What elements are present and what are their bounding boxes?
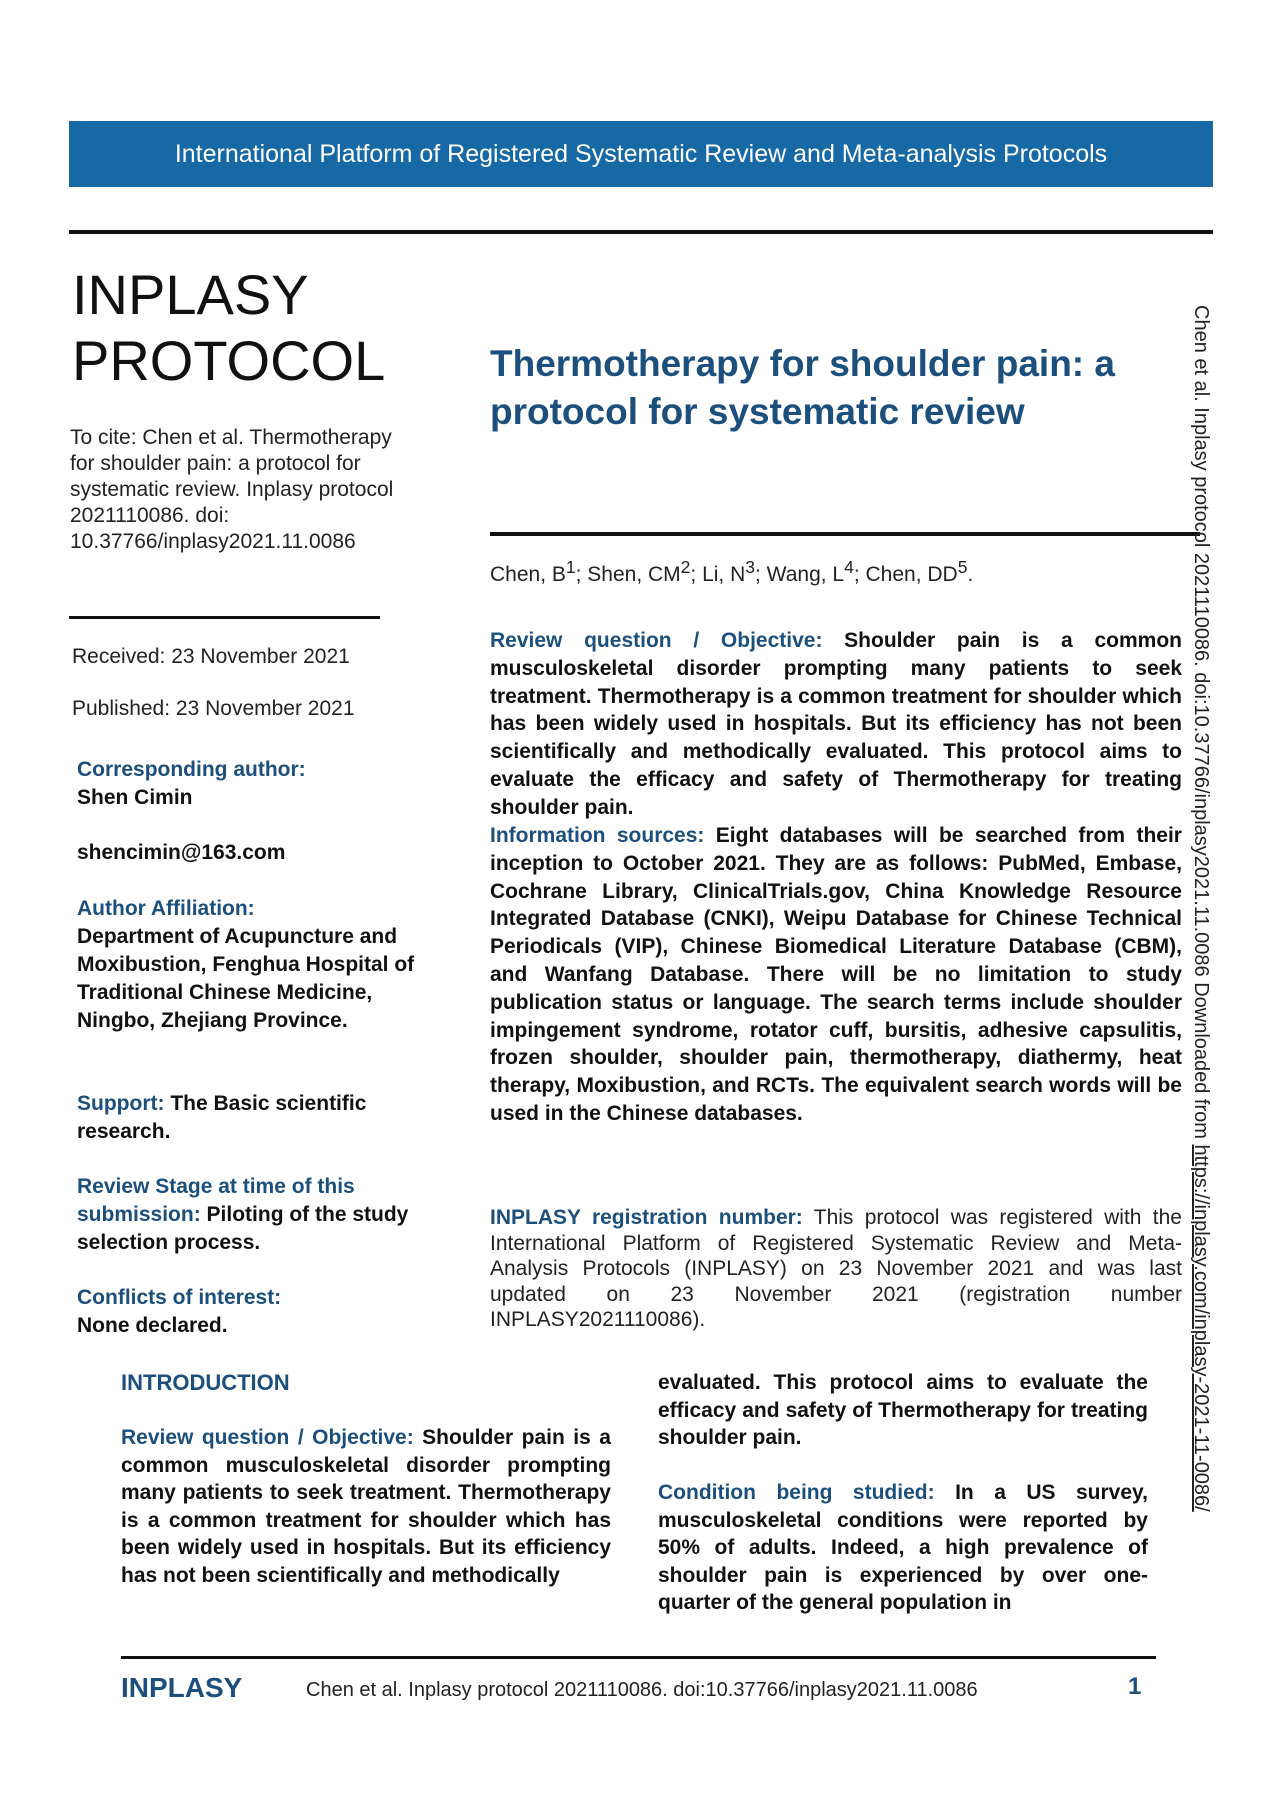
footer-rule xyxy=(121,1656,1156,1659)
author-5: ; Chen, DD xyxy=(853,563,958,586)
registration-label: INPLASY registration number: xyxy=(490,1206,803,1229)
header-rule xyxy=(69,230,1213,234)
protocol-label xyxy=(72,262,385,394)
author-2: ; Shen, CM xyxy=(575,563,681,586)
paper-title: Thermotherapy for shoulder pain: a protocol for systematic review xyxy=(490,343,1115,432)
affiliation-label: Author Affiliation: xyxy=(77,897,255,920)
condition-text: In a US survey, musculoskeletal conditions were reported by 50% of adults. Indeed, a high prevalence of shoulder pain is experienced by over one-quarter of the general population in xyxy=(658,1481,1148,1615)
affiliation-text: Department of Acupuncture and Moxibustion, Fenghua Hospital of Traditional Chinese Medicine, Ningbo, Zhejiang Province. xyxy=(77,925,415,1032)
corresponding-author-name: Shen Cimin xyxy=(77,786,193,809)
registration-text: This protocol was registered with the International Platform of Registered Systematic Review and Meta-Analysis Protocols (INPLASY) on 23 November 2021 and was last updated on 23 November 2021 (registration number INPLASY2021110086). xyxy=(490,1206,1182,1332)
intro-objective-continued xyxy=(658,1369,1148,1452)
email-text: shencimin@163.com xyxy=(77,841,286,864)
abstract-objective xyxy=(490,627,1182,822)
author-4-affiliation-mark: 4 xyxy=(844,557,854,577)
author-3: ; Li, N xyxy=(690,563,746,586)
author-1-affiliation-mark: 1 xyxy=(565,557,576,577)
review-stage xyxy=(77,1173,447,1257)
information-sources-text: Eight databases will be searched from their inception to October 2021. They are as follows: PubMed, Embase, Cochrane Library, ClinicalTrials.gov, China Knowledge Resource Integrated Database (CNKI), Weipu Database for Chinese Technical Periodicals (VIP), Chinese Biomedical Literature Database (CBM), and Wanfang Database. There will be no limitation to study publication status or language. The search terms include shoulder impingement syndrome, rotator cuff, bursitis, adhesive capsulitis, frozen shoulder, shoulder pain, thermotherapy, diathermy, heat therapy, Moxibustion, and RCTs. The equivalent search words will be used in the Chinese databases. xyxy=(490,824,1182,1125)
review-stage-label: Review Stage at time of this submission: xyxy=(77,1175,355,1226)
download-note-text: Chen et al. Inplasy protocol 2021110086. doi:10.37766/inplasy2021.11.0086 Downloaded from xyxy=(1190,305,1212,1145)
author-3-affiliation-mark: 3 xyxy=(745,557,755,577)
corresponding-author-label: Corresponding author: xyxy=(77,758,306,781)
conflicts-of-interest xyxy=(77,1284,447,1340)
support-label: Support: xyxy=(77,1092,165,1115)
footer-citation: Chen et al. Inplasy protocol 2021110086. doi:10.37766/inplasy2021.11.0086 xyxy=(306,1679,978,1701)
received-date: Received: 23 November 2021 xyxy=(72,645,350,668)
corresponding-author xyxy=(77,756,447,812)
conflicts-label: Conflicts of interest: xyxy=(77,1286,282,1309)
footer-brand: INPLASY xyxy=(121,1672,243,1703)
author-email xyxy=(77,839,447,867)
intro-objective-continued-text: evaluated. This protocol aims to evaluate the efficacy and safety of Thermotherapy for treating shoulder pain. xyxy=(658,1371,1148,1450)
support xyxy=(77,1090,447,1146)
page-number: 1 xyxy=(1128,1673,1142,1700)
intro-objective xyxy=(121,1424,611,1590)
download-link[interactable]: https://inplasy.com/inplasy-2021-11-0086/ xyxy=(1190,1144,1212,1512)
published-date: Published: 23 November 2021 xyxy=(72,697,355,720)
download-note xyxy=(1178,305,1212,1595)
author-5-affiliation-mark: 5 xyxy=(957,557,968,577)
title-rule xyxy=(490,532,1200,536)
intro-objective-text: Shoulder pain is a common musculoskeletal disorder prompting many patients to seek treatment. Thermotherapy is a common treatment for shoulder which has been widely used in hospitals. But its efficiency has not been scientifically and methodically xyxy=(121,1426,611,1587)
abstract-information-sources xyxy=(490,822,1182,1128)
protocol-label-line-2: PROTOCOL xyxy=(72,329,386,392)
condition-label: Condition being studied: xyxy=(658,1481,935,1504)
platform-banner: International Platform of Registered Systematic Review and Meta-analysis Protocols xyxy=(69,121,1213,187)
sidebar-rule xyxy=(69,616,380,619)
author-list-end: . xyxy=(967,563,974,586)
author-affiliation xyxy=(77,895,447,1035)
introduction-heading: INTRODUCTION xyxy=(121,1370,290,1395)
author-4: ; Wang, L xyxy=(755,563,845,586)
author-1: Chen, B xyxy=(490,563,566,586)
author-list xyxy=(490,557,973,587)
protocol-label-line-1: INPLASY xyxy=(72,263,309,326)
condition-being-studied xyxy=(658,1479,1148,1617)
intro-objective-label: Review question / Objective: xyxy=(121,1426,414,1449)
registration-number xyxy=(490,1205,1182,1333)
conflicts-text: None declared. xyxy=(77,1314,228,1337)
abstract-objective-text: Shoulder pain is a common musculoskeletal disorder prompting many patients to seek treatment. Thermotherapy is a common treatment for shoulder which has been widely used in hospitals. But its efficiency has not been scientifically and methodically evaluated. This protocol aims to evaluate the efficacy and safety of Thermotherapy for treating shoulder pain. xyxy=(490,629,1182,819)
author-2-affiliation-mark: 2 xyxy=(680,557,691,577)
information-sources-label: Information sources: xyxy=(490,824,705,847)
abstract-objective-label: Review question / Objective: xyxy=(490,629,823,652)
support-text: The Basic scientific research. xyxy=(77,1092,367,1143)
review-stage-text: Piloting of the study selection process. xyxy=(77,1203,409,1254)
citation-text: To cite: Chen et al. Thermotherapy for shoulder pain: a protocol for systematic review. Inplasy protocol 2021110086. doi: 10.37766/inplasy2021.11.0086 xyxy=(70,426,394,553)
